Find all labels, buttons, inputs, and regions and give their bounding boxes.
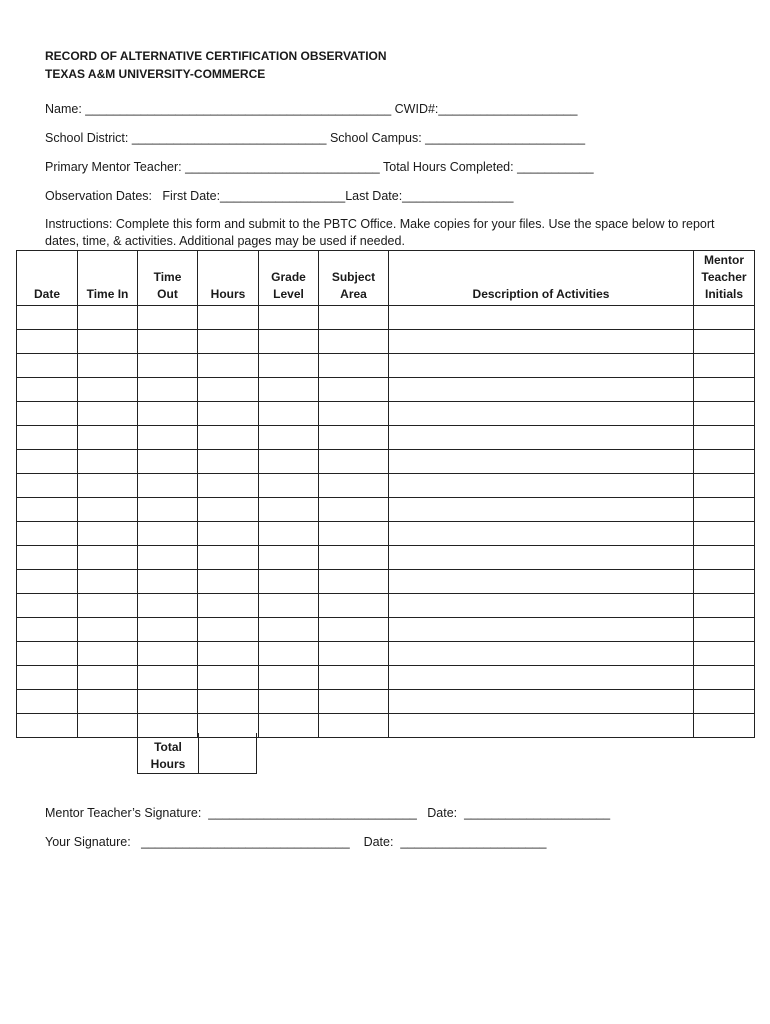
cell-mentor-initials[interactable] bbox=[694, 642, 755, 666]
cell-mentor-initials[interactable] bbox=[694, 570, 755, 594]
cell-time-out[interactable] bbox=[138, 402, 198, 426]
table-row bbox=[17, 570, 755, 594]
total-hours-input[interactable] bbox=[199, 733, 256, 773]
cell-grade-level[interactable] bbox=[259, 330, 319, 354]
cell-hours[interactable] bbox=[198, 666, 259, 690]
cell-time-out[interactable] bbox=[138, 618, 198, 642]
cell-time-in[interactable] bbox=[78, 690, 138, 714]
cell-time-out[interactable] bbox=[138, 642, 198, 666]
cell-mentor-initials[interactable] bbox=[694, 306, 755, 330]
cell-hours[interactable] bbox=[198, 570, 259, 594]
cell-date[interactable] bbox=[17, 594, 78, 618]
cell-description[interactable] bbox=[389, 498, 694, 522]
col-header-description: Description of Activities bbox=[389, 251, 694, 306]
cell-description[interactable] bbox=[389, 306, 694, 330]
cell-description[interactable] bbox=[389, 666, 694, 690]
cell-time-out[interactable] bbox=[138, 474, 198, 498]
cell-time-out[interactable] bbox=[138, 378, 198, 402]
cell-description[interactable] bbox=[389, 354, 694, 378]
cell-mentor-initials[interactable] bbox=[694, 618, 755, 642]
school-district-campus-field[interactable]: School District: ____________________________ School Campus: _______________________ bbox=[45, 131, 586, 145]
cell-hours[interactable] bbox=[198, 522, 259, 546]
cell-date[interactable] bbox=[17, 306, 78, 330]
cell-description[interactable] bbox=[389, 594, 694, 618]
cell-grade-level[interactable] bbox=[259, 378, 319, 402]
cell-date[interactable] bbox=[17, 690, 78, 714]
table-body bbox=[17, 306, 755, 738]
cell-description[interactable] bbox=[389, 642, 694, 666]
cell-time-in[interactable] bbox=[78, 594, 138, 618]
observation-dates-field[interactable]: Observation Dates: First Date:__________________Last Date:________________ bbox=[45, 189, 514, 203]
cell-time-out[interactable] bbox=[138, 522, 198, 546]
cell-date[interactable] bbox=[17, 546, 78, 570]
cell-grade-level[interactable] bbox=[259, 642, 319, 666]
table-row bbox=[17, 306, 755, 330]
cell-time-in[interactable] bbox=[78, 450, 138, 474]
cell-time-in[interactable] bbox=[78, 378, 138, 402]
cell-subject-area[interactable] bbox=[319, 522, 389, 546]
cell-time-in[interactable] bbox=[78, 618, 138, 642]
cell-description[interactable] bbox=[389, 330, 694, 354]
cell-mentor-initials[interactable] bbox=[694, 594, 755, 618]
table-row bbox=[17, 594, 755, 618]
cell-time-in[interactable] bbox=[78, 714, 138, 738]
cell-hours[interactable] bbox=[198, 474, 259, 498]
cell-time-in[interactable] bbox=[78, 570, 138, 594]
table-row bbox=[17, 690, 755, 714]
cell-description[interactable] bbox=[389, 546, 694, 570]
cell-hours[interactable] bbox=[198, 426, 259, 450]
cell-time-in[interactable] bbox=[78, 426, 138, 450]
cell-grade-level[interactable] bbox=[259, 666, 319, 690]
cell-time-in[interactable] bbox=[78, 546, 138, 570]
instructions-text: Instructions: Complete this form and submit to the PBTC Office. Make copies for your files. Use the space below to report dates, time, & activities. Additional pages may be used if needed. bbox=[45, 217, 715, 248]
cell-hours[interactable] bbox=[198, 330, 259, 354]
cell-date[interactable] bbox=[17, 474, 78, 498]
cell-grade-level[interactable] bbox=[259, 594, 319, 618]
cell-grade-level[interactable] bbox=[259, 570, 319, 594]
cell-description[interactable] bbox=[389, 570, 694, 594]
cell-grade-level[interactable] bbox=[259, 402, 319, 426]
cell-mentor-initials[interactable] bbox=[694, 474, 755, 498]
cell-time-in[interactable] bbox=[78, 642, 138, 666]
cell-subject-area[interactable] bbox=[319, 714, 389, 738]
cell-subject-area[interactable] bbox=[319, 402, 389, 426]
cell-subject-area[interactable] bbox=[319, 474, 389, 498]
cell-mentor-initials[interactable] bbox=[694, 450, 755, 474]
cell-time-out[interactable] bbox=[138, 570, 198, 594]
cell-date[interactable] bbox=[17, 378, 78, 402]
cell-subject-area[interactable] bbox=[319, 450, 389, 474]
cell-time-in[interactable] bbox=[78, 474, 138, 498]
table-row bbox=[17, 450, 755, 474]
cell-subject-area[interactable] bbox=[319, 354, 389, 378]
cell-mentor-initials[interactable] bbox=[694, 426, 755, 450]
cell-description[interactable] bbox=[389, 450, 694, 474]
cell-description[interactable] bbox=[389, 378, 694, 402]
cell-date[interactable] bbox=[17, 498, 78, 522]
cell-subject-area[interactable] bbox=[319, 666, 389, 690]
cell-subject-area[interactable] bbox=[319, 546, 389, 570]
cell-date[interactable] bbox=[17, 402, 78, 426]
cell-mentor-initials[interactable] bbox=[694, 498, 755, 522]
cell-mentor-initials[interactable] bbox=[694, 546, 755, 570]
cell-description[interactable] bbox=[389, 690, 694, 714]
cell-time-out[interactable] bbox=[138, 690, 198, 714]
cell-grade-level[interactable] bbox=[259, 690, 319, 714]
cell-subject-area[interactable] bbox=[319, 330, 389, 354]
cell-subject-area[interactable] bbox=[319, 306, 389, 330]
table-row bbox=[17, 498, 755, 522]
cell-time-out[interactable] bbox=[138, 498, 198, 522]
col-header-mentor-initials: Mentor Teacher Initials bbox=[694, 251, 755, 306]
cell-description[interactable] bbox=[389, 402, 694, 426]
cell-mentor-initials[interactable] bbox=[694, 666, 755, 690]
cell-time-out[interactable] bbox=[138, 354, 198, 378]
cell-mentor-initials[interactable] bbox=[694, 522, 755, 546]
form-title: RECORD OF ALTERNATIVE CERTIFICATION OBSERVATION bbox=[45, 49, 387, 63]
cell-hours[interactable] bbox=[198, 546, 259, 570]
cell-grade-level[interactable] bbox=[259, 354, 319, 378]
col-header-time-out: Time Out bbox=[138, 251, 198, 306]
cell-mentor-initials[interactable] bbox=[694, 402, 755, 426]
cell-date[interactable] bbox=[17, 330, 78, 354]
cell-hours[interactable] bbox=[198, 378, 259, 402]
cell-grade-level[interactable] bbox=[259, 450, 319, 474]
cell-time-out[interactable] bbox=[138, 546, 198, 570]
cell-hours[interactable] bbox=[198, 618, 259, 642]
cell-time-in[interactable] bbox=[78, 354, 138, 378]
cell-hours[interactable] bbox=[198, 690, 259, 714]
cell-description[interactable] bbox=[389, 426, 694, 450]
cell-date[interactable] bbox=[17, 450, 78, 474]
cell-time-in[interactable] bbox=[78, 330, 138, 354]
table-row bbox=[17, 618, 755, 642]
col-header-subject-area: Subject Area bbox=[319, 251, 389, 306]
cell-subject-area[interactable] bbox=[319, 378, 389, 402]
table-row bbox=[17, 426, 755, 450]
cell-hours[interactable] bbox=[198, 306, 259, 330]
cell-date[interactable] bbox=[17, 642, 78, 666]
table-row bbox=[17, 330, 755, 354]
table-row bbox=[17, 354, 755, 378]
cell-mentor-initials[interactable] bbox=[694, 690, 755, 714]
cell-grade-level[interactable] bbox=[259, 474, 319, 498]
observation-log-table bbox=[16, 250, 755, 738]
col-header-hours: Hours bbox=[198, 251, 259, 306]
cell-grade-level[interactable] bbox=[259, 426, 319, 450]
cell-time-out[interactable] bbox=[138, 426, 198, 450]
cell-subject-area[interactable] bbox=[319, 618, 389, 642]
table-row bbox=[17, 522, 755, 546]
cell-mentor-initials[interactable] bbox=[694, 330, 755, 354]
cell-time-out[interactable] bbox=[138, 594, 198, 618]
cell-subject-area[interactable] bbox=[319, 594, 389, 618]
col-header-grade-level: Grade Level bbox=[259, 251, 319, 306]
total-hours-box bbox=[137, 733, 257, 774]
cell-description[interactable] bbox=[389, 474, 694, 498]
mentor-signature-line[interactable]: Mentor Teacher’s Signature: ______________________________ Date: _____________________ bbox=[45, 806, 611, 820]
cell-description[interactable] bbox=[389, 714, 694, 738]
cell-date[interactable] bbox=[17, 618, 78, 642]
university-name: TEXAS A&M UNIVERSITY-COMMERCE bbox=[45, 67, 266, 81]
cell-hours[interactable] bbox=[198, 402, 259, 426]
cell-time-in[interactable] bbox=[78, 522, 138, 546]
cell-time-in[interactable] bbox=[78, 402, 138, 426]
cell-grade-level[interactable] bbox=[259, 306, 319, 330]
cell-time-in[interactable] bbox=[78, 306, 138, 330]
cell-time-out[interactable] bbox=[138, 330, 198, 354]
col-header-time-in: Time In bbox=[78, 251, 138, 306]
cell-subject-area[interactable] bbox=[319, 426, 389, 450]
cell-time-out[interactable] bbox=[138, 666, 198, 690]
table-row bbox=[17, 714, 755, 738]
cell-subject-area[interactable] bbox=[319, 642, 389, 666]
cell-mentor-initials[interactable] bbox=[694, 714, 755, 738]
cell-grade-level[interactable] bbox=[259, 522, 319, 546]
table-row bbox=[17, 402, 755, 426]
cell-date[interactable] bbox=[17, 666, 78, 690]
total-hours-label: Total Hours bbox=[138, 733, 199, 773]
table-row bbox=[17, 474, 755, 498]
table-row bbox=[17, 546, 755, 570]
cell-description[interactable] bbox=[389, 618, 694, 642]
cell-grade-level[interactable] bbox=[259, 714, 319, 738]
table-row bbox=[17, 666, 755, 690]
cell-time-in[interactable] bbox=[78, 498, 138, 522]
cell-subject-area[interactable] bbox=[319, 570, 389, 594]
cell-date[interactable] bbox=[17, 714, 78, 738]
cell-hours[interactable] bbox=[198, 354, 259, 378]
cell-time-out[interactable] bbox=[138, 306, 198, 330]
table-row bbox=[17, 642, 755, 666]
cell-hours[interactable] bbox=[198, 450, 259, 474]
name-cwid-field[interactable]: Name: ____________________________________________ CWID#:____________________ bbox=[45, 102, 578, 116]
cell-date[interactable] bbox=[17, 522, 78, 546]
cell-date[interactable] bbox=[17, 354, 78, 378]
cell-mentor-initials[interactable] bbox=[694, 378, 755, 402]
your-signature-line[interactable]: Your Signature: ______________________________ Date: _____________________ bbox=[45, 835, 547, 849]
cell-hours[interactable] bbox=[198, 642, 259, 666]
col-header-date: Date bbox=[17, 251, 78, 306]
cell-subject-area[interactable] bbox=[319, 498, 389, 522]
cell-grade-level[interactable] bbox=[259, 546, 319, 570]
cell-grade-level[interactable] bbox=[259, 498, 319, 522]
cell-time-in[interactable] bbox=[78, 666, 138, 690]
table-row bbox=[17, 378, 755, 402]
cell-mentor-initials[interactable] bbox=[694, 354, 755, 378]
mentor-hours-field[interactable]: Primary Mentor Teacher: ____________________________ Total Hours Completed: ___________ bbox=[45, 160, 594, 174]
cell-description[interactable] bbox=[389, 522, 694, 546]
cell-hours[interactable] bbox=[198, 594, 259, 618]
cell-hours[interactable] bbox=[198, 498, 259, 522]
cell-time-out[interactable] bbox=[138, 450, 198, 474]
cell-date[interactable] bbox=[17, 570, 78, 594]
cell-grade-level[interactable] bbox=[259, 618, 319, 642]
table-header-row bbox=[17, 251, 755, 306]
cell-subject-area[interactable] bbox=[319, 690, 389, 714]
cell-date[interactable] bbox=[17, 426, 78, 450]
